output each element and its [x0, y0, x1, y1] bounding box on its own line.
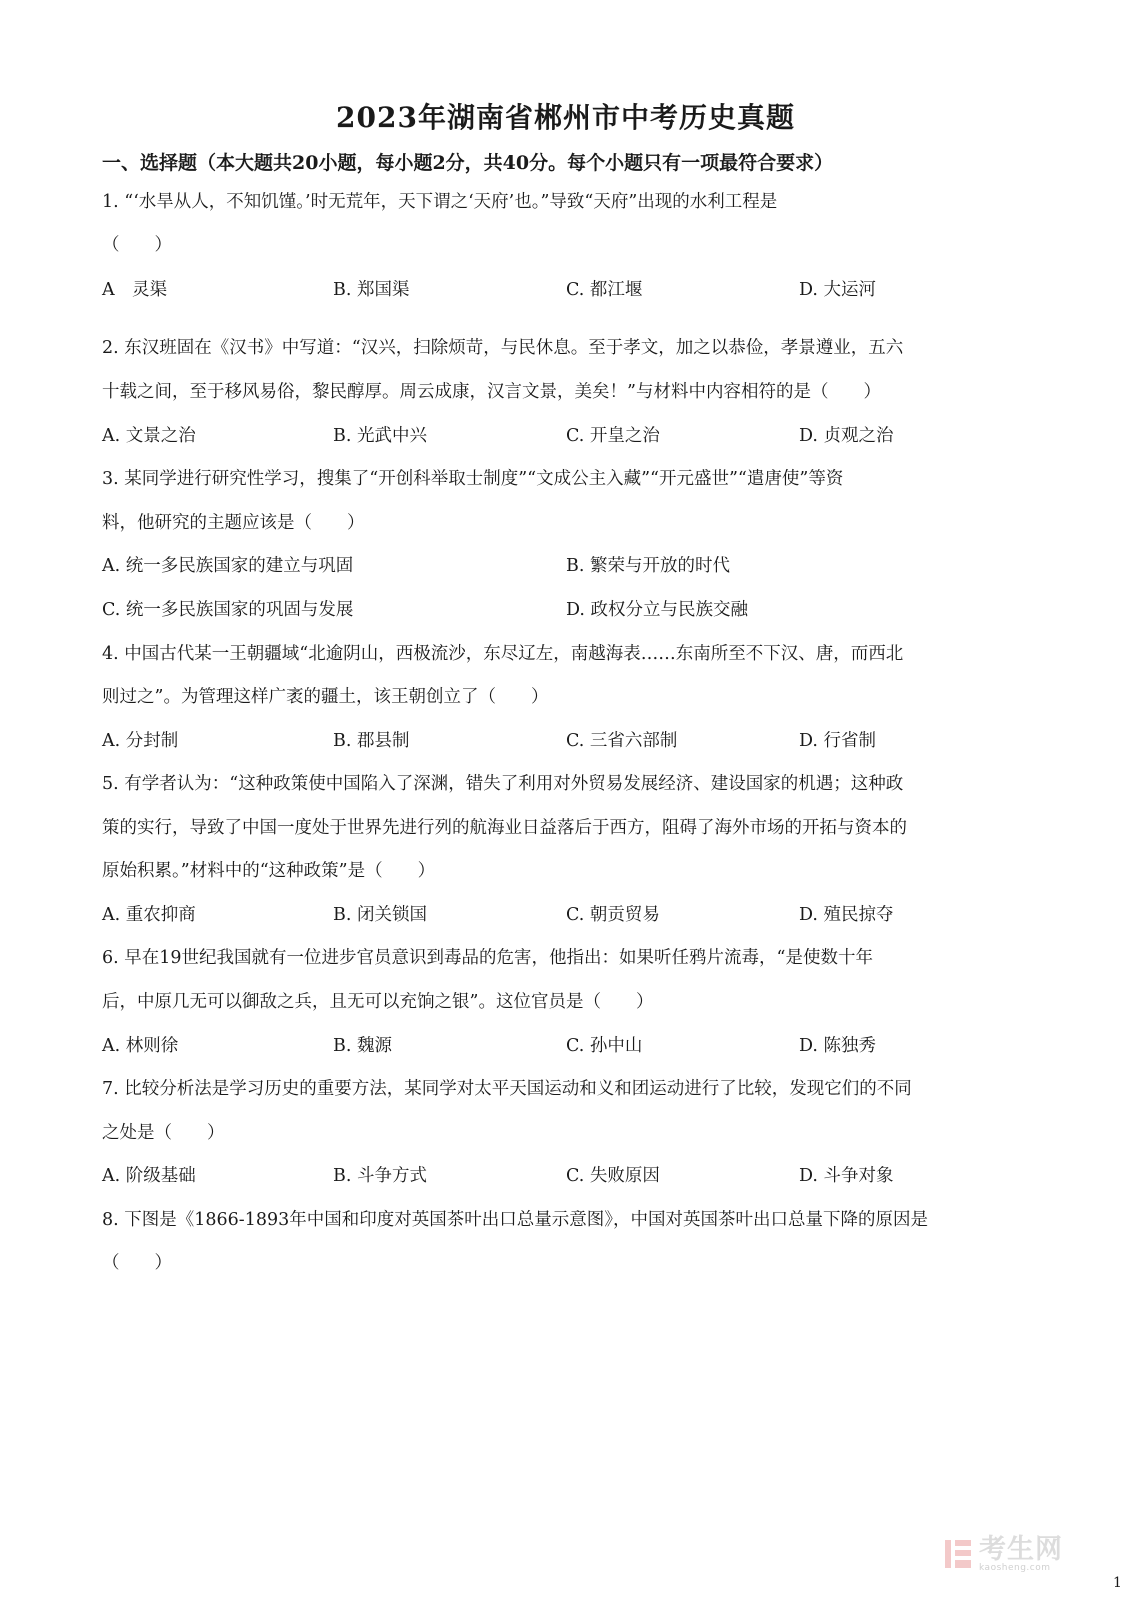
question-6-option-c: C. 孙中山: [566, 1036, 643, 1056]
question-3-line-2: 料，他研究的主题应该是（ ）: [102, 513, 365, 533]
question-2-line-1: 2. 东汉班固在《汉书》中写道：“汉兴，扫除烦苛，与民休息。至于孝文，加之以恭俭，孝景遵业，五六: [102, 338, 904, 358]
watermark-url: kaosheng.com: [979, 1562, 1051, 1573]
question-1-line-2: （ ）: [102, 235, 172, 255]
watermark: [943, 1533, 1063, 1573]
question-1-option-b: B. 郑国渠: [333, 280, 410, 300]
question-4-option-c: C. 三省六部制: [566, 731, 678, 751]
question-4-line-1: 4. 中国古代某一王朝疆域“北逾阴山，西极流沙，东尽辽左，南越海表……东南所至不下汉、唐，而西北: [102, 644, 904, 664]
question-2-option-d: D. 贞观之治: [799, 426, 894, 446]
question-3-option-c: C. 统一多民族国家的巩固与发展: [102, 600, 354, 620]
page-number: 1: [1113, 1575, 1122, 1591]
question-4-line-2: 则过之”。为管理这样广袤的疆土，该王朝创立了（ ）: [102, 687, 549, 707]
question-5-option-a: A. 重农抑商: [102, 905, 196, 925]
question-5-line-2: 策的实行，导致了中国一度处于世界先进行列的航海业日益落后于西方，阻碍了海外市场的开拓与资本的: [102, 818, 907, 838]
question-5-option-b: B. 闭关锁国: [333, 905, 427, 925]
question-1-option-a: A 灵渠: [102, 280, 168, 300]
question-8-line-2: （ ）: [102, 1253, 172, 1273]
question-3-line-1: 3. 某同学进行研究性学习，搜集了“开创科举取士制度”“文成公主入藏”“开元盛世”“遣唐使”等资: [102, 469, 844, 489]
question-2-option-b: B. 光武中兴: [333, 426, 427, 446]
section-heading: 一、选择题（本大题共20小题，每小题2分，共40分。每个小题只有一项最符合要求）: [102, 152, 834, 174]
question-7-line-2: 之处是（ ）: [102, 1123, 225, 1143]
question-7-option-a: A. 阶级基础: [102, 1166, 196, 1186]
question-3-option-b: B. 繁荣与开放的时代: [566, 556, 730, 576]
question-3-option-d: D. 政权分立与民族交融: [566, 600, 749, 620]
question-7-option-c: C. 失败原因: [566, 1166, 660, 1186]
question-6-option-d: D. 陈独秀: [799, 1036, 877, 1056]
question-6-line-2: 后，中原几无可以御敌之兵，且无可以充饷之银”。这位官员是（ ）: [102, 992, 654, 1012]
watermark-logo-icon: [943, 1538, 973, 1570]
question-3-option-a: A. 统一多民族国家的建立与巩固: [102, 556, 354, 576]
question-6-option-b: B. 魏源: [333, 1036, 392, 1056]
question-2-line-2: 十载之间，至于移风易俗，黎民醇厚。周云成康，汉言文景，美矣！”与材料中内容相符的是（ ）: [102, 382, 881, 402]
question-7-line-1: 7. 比较分析法是学习历史的重要方法，某同学对太平天国运动和义和团运动进行了比较，发现它们的不同: [102, 1079, 912, 1099]
question-6-option-a: A. 林则徐: [102, 1036, 179, 1056]
question-5-option-c: C. 朝贡贸易: [566, 905, 660, 925]
question-7-option-b: B. 斗争方式: [333, 1166, 427, 1186]
page-title: 2023年湖南省郴州市中考历史真题: [336, 101, 795, 134]
question-6-line-1: 6. 早在19世纪我国就有一位进步官员意识到毒品的危害，他指出：如果听任鸦片流毒，“是使数十年: [102, 948, 873, 968]
question-2-option-c: C. 开皇之治: [566, 426, 660, 446]
question-4-option-a: A. 分封制: [102, 731, 179, 751]
question-1-option-d: D. 大运河: [799, 280, 877, 300]
question-5-line-3: 原始积累。”材料中的“这种政策”是（ ）: [102, 861, 436, 881]
question-2-option-a: A. 文景之治: [102, 426, 196, 446]
question-5-line-1: 5. 有学者认为：“这种政策使中国陷入了深渊，错失了利用对外贸易发展经济、建设国家的机遇；这种政: [102, 774, 904, 794]
question-8-line-1: 8. 下图是《1866-1893年中国和印度对英国茶叶出口总量示意图》，中国对英国茶叶出口总量下降的原因是: [102, 1210, 928, 1230]
question-1-line-1: 1. “‘水旱从人，不知饥馑。’时无荒年，天下谓之‘天府’也。”导致“天府”出现的水利工程是: [102, 192, 778, 212]
question-4-option-b: B. 郡县制: [333, 731, 410, 751]
question-1-option-c: C. 都江堰: [566, 280, 643, 300]
question-7-option-d: D. 斗争对象: [799, 1166, 894, 1186]
question-4-option-d: D. 行省制: [799, 731, 877, 751]
watermark-name: 考生网: [979, 1533, 1063, 1565]
question-5-option-d: D. 殖民掠夺: [799, 905, 894, 925]
